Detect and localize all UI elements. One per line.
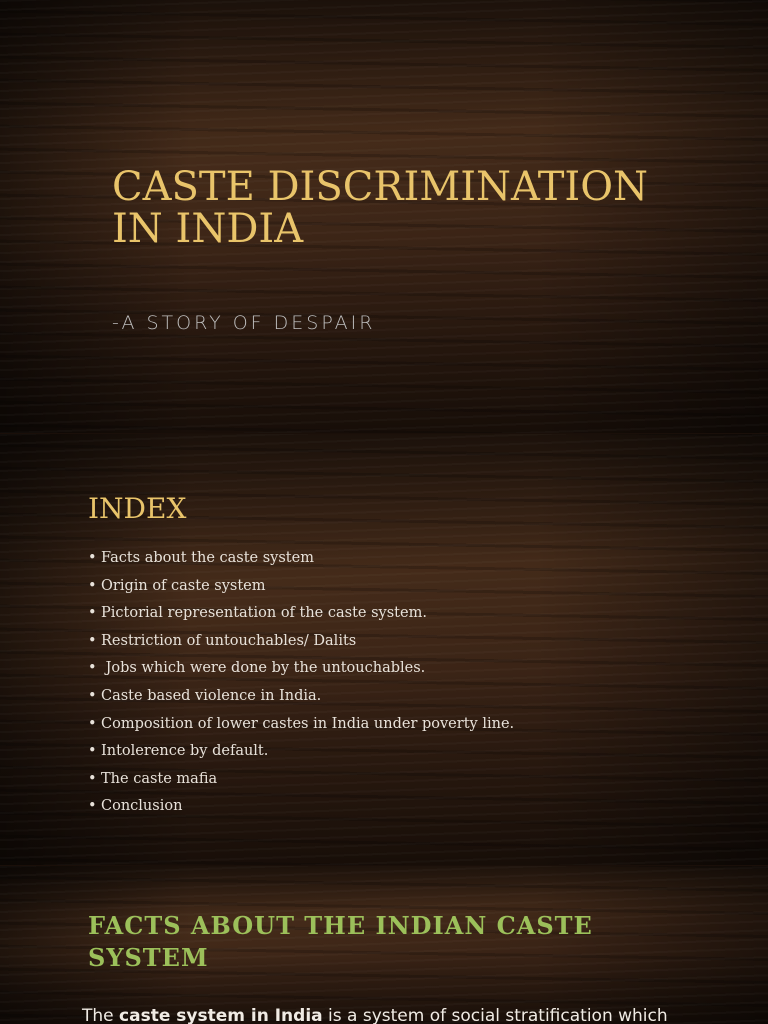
index-heading: INDEX <box>88 492 187 525</box>
bullet-icon: • <box>88 550 97 566</box>
list-item-text: The caste mafia <box>101 770 218 787</box>
bullet-icon: • <box>88 770 97 787</box>
bullet-icon: • <box>88 577 97 594</box>
list-item <box>88 573 514 601</box>
slide-title: CASTE DISCRIMINATION IN INDIA <box>112 164 649 252</box>
list-item <box>88 766 514 794</box>
facts-body-text <box>82 1006 668 1024</box>
list-item-text: Intolerence by default. <box>101 743 269 760</box>
facts-heading: FACTS ABOUT THE INDIAN CASTE SYSTEM <box>88 911 593 972</box>
bullet-icon: • <box>88 632 97 649</box>
index-list <box>88 545 514 821</box>
bullet-icon: • <box>88 605 97 622</box>
bullet-icon: • <box>88 798 97 815</box>
facts-slide[interactable] <box>0 865 768 1024</box>
list-item <box>88 683 514 711</box>
facts-text-end: is a system of social stratification which <box>322 1006 668 1024</box>
bullet-icon: • <box>88 743 97 760</box>
list-item-text: Jobs which were done by the untouchables. <box>101 660 426 677</box>
bullet-icon: • <box>88 687 97 704</box>
list-item <box>88 545 514 573</box>
list-item <box>88 628 514 656</box>
slide-subtitle: -A STORY OF DESPAIR <box>112 312 376 334</box>
list-item <box>88 711 514 739</box>
facts-text-bold: caste system in India <box>119 1006 323 1024</box>
bullet-icon: • <box>88 715 97 732</box>
list-item-text: Restriction of untouchables/ Dalits <box>101 632 357 649</box>
list-item-text: Conclusion <box>101 798 183 815</box>
index-slide[interactable] <box>0 433 768 866</box>
title-slide[interactable] <box>0 0 768 433</box>
list-item-text: Facts about the caste system <box>101 550 314 566</box>
list-item-text: Caste based violence in India. <box>101 687 322 704</box>
list-item-text: Composition of lower castes in India under poverty line. <box>101 715 515 732</box>
list-item <box>88 793 514 821</box>
list-item <box>88 655 514 683</box>
list-item <box>88 600 514 628</box>
list-item-text: Origin of caste system <box>101 577 266 594</box>
bullet-icon: • <box>88 660 97 677</box>
list-item <box>88 738 514 766</box>
list-item-text: Pictorial representation of the caste system. <box>101 605 427 622</box>
facts-text-start: The <box>82 1006 120 1024</box>
